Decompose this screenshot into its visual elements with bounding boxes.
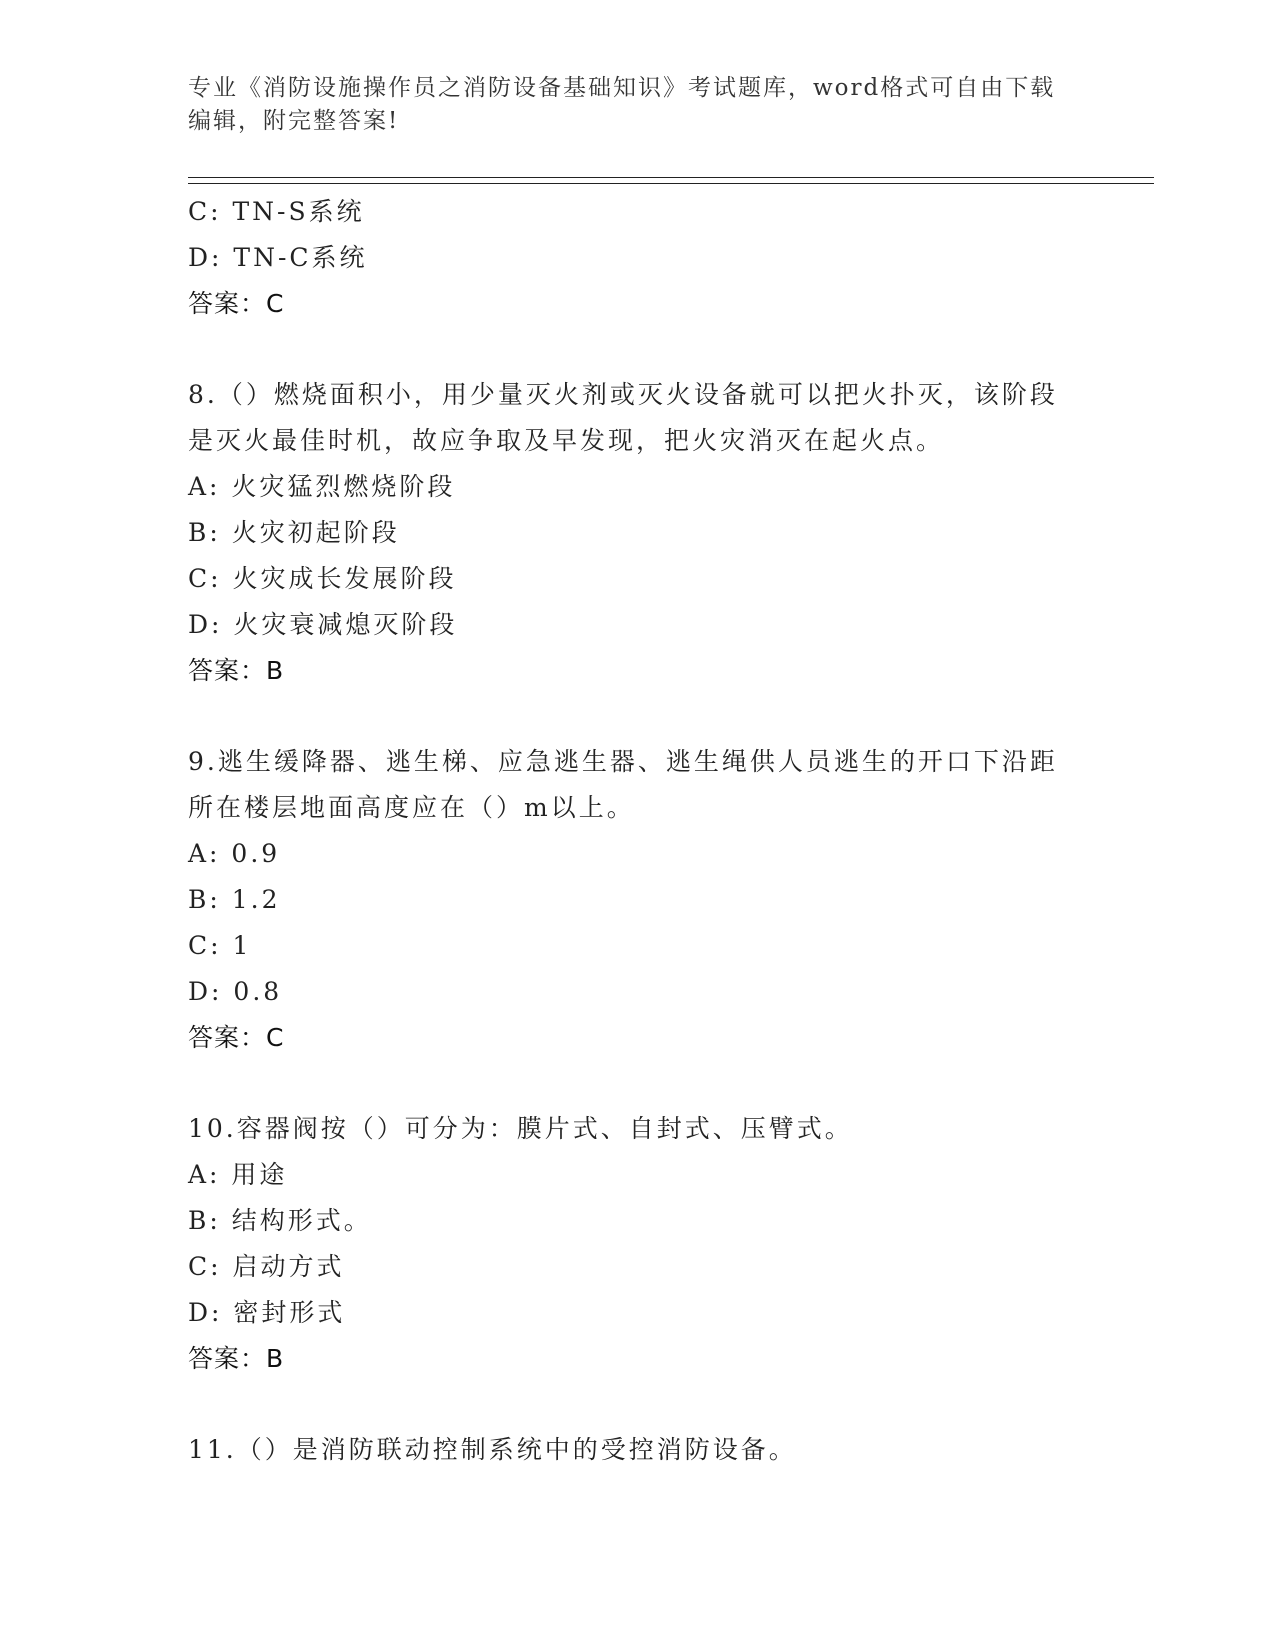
header-rule-bottom xyxy=(188,183,1154,184)
option-b: B: 1.2 xyxy=(188,885,281,914)
option-d: D: 密封形式 xyxy=(188,1298,346,1327)
option-c: C: 启动方式 xyxy=(188,1252,345,1281)
question-stem: 8.（）燃烧面积小，用少量灭火剂或灭火设备就可以把火扑灭，该阶段是灭火最佳时机，故应争取及早发现，把火灾消灭在起火点。 xyxy=(188,380,1058,455)
question-stem: 11.（）是消防联动控制系统中的受控消防设备。 xyxy=(188,1435,797,1464)
question-list xyxy=(188,189,1068,1473)
question-stem: 9.逃生缓降器、逃生梯、应急逃生器、逃生绳供人员逃生的开口下沿距所在楼层地面高度应在（）m以上。 xyxy=(188,747,1058,822)
answer-line: 答案：B xyxy=(188,1344,285,1373)
header-rule-top xyxy=(188,177,1154,178)
option-b: B: 火灾初起阶段 xyxy=(188,518,400,547)
answer-line: 答案：C xyxy=(188,289,285,318)
option-a: A: 用途 xyxy=(188,1160,288,1189)
option-a: A: 0.9 xyxy=(188,839,281,868)
question-stem: 10.容器阀按（）可分为：膜片式、自封式、压臂式。 xyxy=(188,1114,853,1143)
option-d: D: 火灾衰减熄灭阶段 xyxy=(188,610,458,639)
question-10 xyxy=(188,1106,1068,1382)
document-header: 专业《消防设施操作员之消防设备基础知识》考试题库，word格式可自由下载编辑，附完整答案! xyxy=(188,75,1056,134)
option-c: C: 1 xyxy=(188,931,252,960)
question-9 xyxy=(188,739,1068,1061)
question-11 xyxy=(188,1427,1068,1473)
answer-line: 答案：B xyxy=(188,656,285,685)
option-c: C: 火灾成长发展阶段 xyxy=(188,564,457,593)
option-a: A: 火灾猛烈燃烧阶段 xyxy=(188,472,456,501)
question-8 xyxy=(188,372,1068,694)
option-d: D: 0.8 xyxy=(188,977,283,1006)
option-d: D: TN-C系统 xyxy=(188,243,368,272)
option-c: C: TN-S系统 xyxy=(188,197,365,226)
option-b: B: 结构形式。 xyxy=(188,1206,372,1235)
previous-question-fragment xyxy=(188,189,1068,327)
answer-line: 答案：C xyxy=(188,1023,285,1052)
